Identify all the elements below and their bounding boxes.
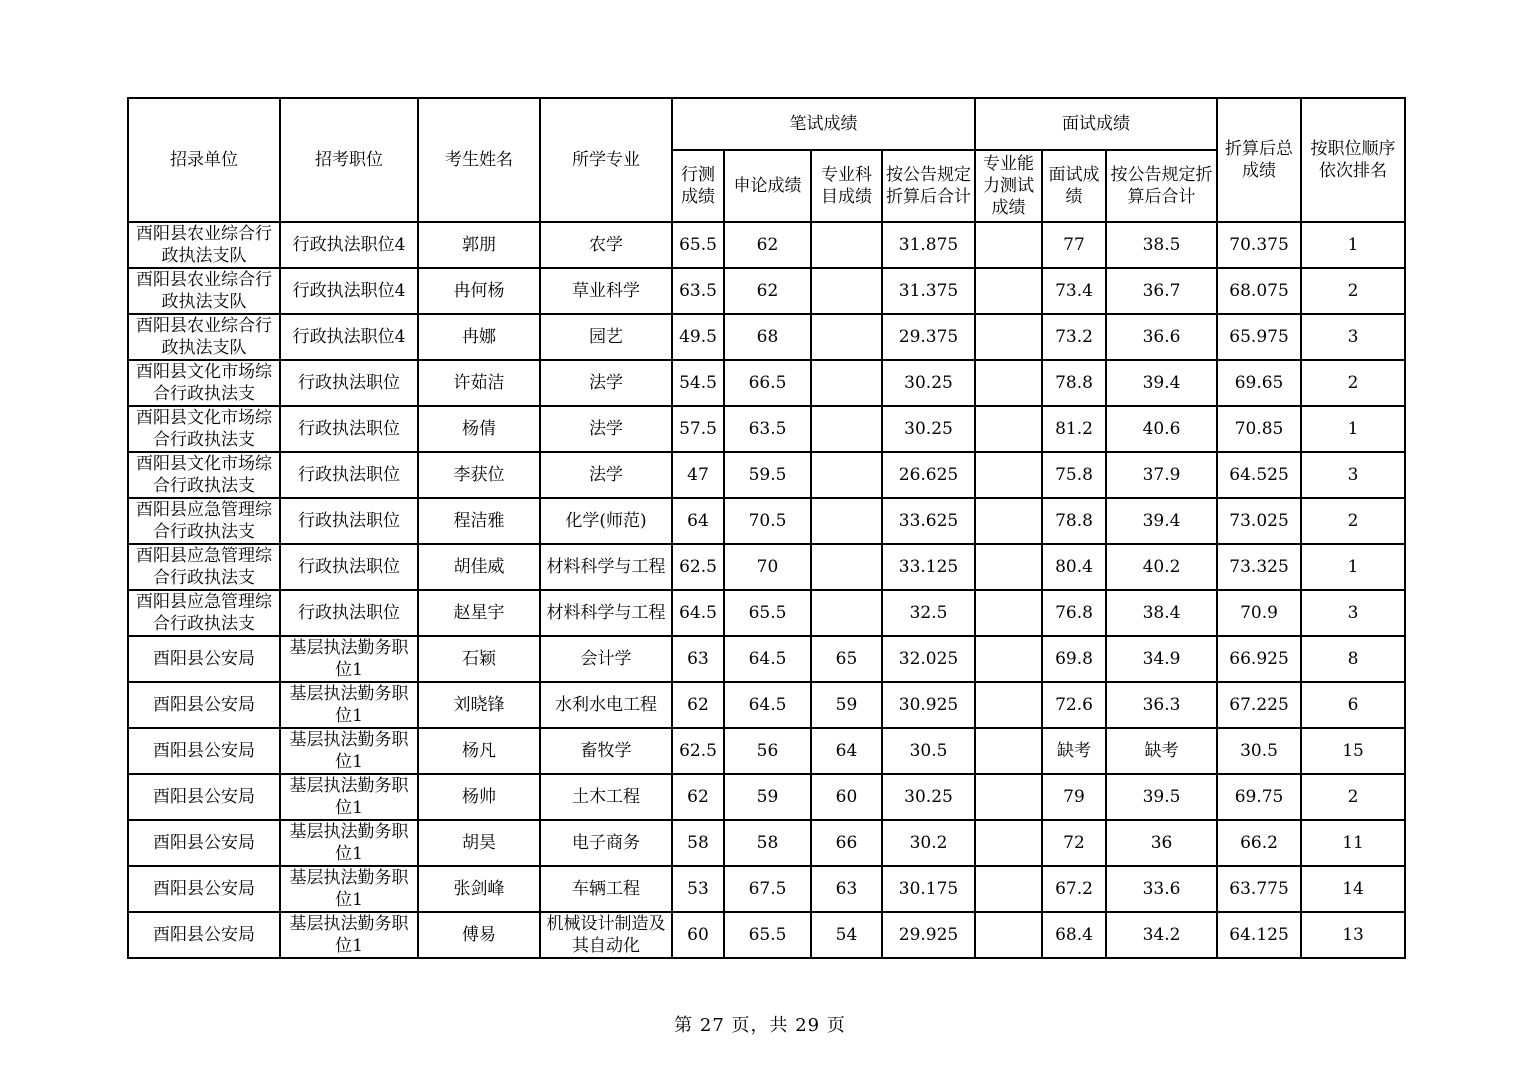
cell-ability: [975, 268, 1042, 314]
cell-position-text: 行政执法职位: [298, 373, 400, 393]
cell-ability: [975, 498, 1042, 544]
cell-position: [280, 222, 418, 268]
cell-xingce: 64.5: [672, 590, 724, 636]
cell-unit: [128, 636, 280, 682]
cell-name: 胡昊: [418, 820, 540, 866]
table-row: [128, 222, 1405, 268]
cell-total: 69.75: [1217, 774, 1301, 820]
cell-ability: [975, 452, 1042, 498]
cell-major-text: 农学: [589, 235, 623, 255]
cell-major: [540, 498, 672, 544]
cell-unit-text: 酉阳县公安局: [153, 695, 255, 715]
table-row: [128, 682, 1405, 728]
cell-xingce: 53: [672, 866, 724, 912]
cell-position-text: 行政执法职位4: [292, 235, 406, 255]
cell-total: 66.2: [1217, 820, 1301, 866]
cell-major: [540, 636, 672, 682]
cell-position: [280, 544, 418, 590]
cell-interview-converted: 38.4: [1106, 590, 1217, 636]
cell-name: 李获位: [418, 452, 540, 498]
cell-interview: 75.8: [1042, 452, 1106, 498]
cell-interview-converted: 39.5: [1106, 774, 1217, 820]
cell-position-text: 行政执法职位4: [292, 327, 406, 347]
cell-total: 69.65: [1217, 360, 1301, 406]
table-row: [128, 406, 1405, 452]
cell-major-text: 草业科学: [572, 281, 640, 301]
cell-position-text: 基层执法勤务职位1: [289, 684, 409, 726]
cell-unit: [128, 222, 280, 268]
cell-shenlun: 56: [724, 728, 811, 774]
cell-name: 冉娜: [418, 314, 540, 360]
cell-major: [540, 222, 672, 268]
cell-rank: 3: [1301, 314, 1405, 360]
cell-name: 赵星宇: [418, 590, 540, 636]
cell-total: 64.525: [1217, 452, 1301, 498]
cell-subject: [811, 268, 882, 314]
cell-shenlun: 59: [724, 774, 811, 820]
cell-name: 杨倩: [418, 406, 540, 452]
cell-written-converted: 33.625: [882, 498, 975, 544]
cell-total: 70.85: [1217, 406, 1301, 452]
cell-position-text: 基层执法勤务职位1: [289, 638, 409, 680]
header-xingce: 行测成绩: [672, 150, 724, 222]
cell-interview-converted: 37.9: [1106, 452, 1217, 498]
cell-subject: 59: [811, 682, 882, 728]
cell-rank: 2: [1301, 268, 1405, 314]
cell-interview: 79: [1042, 774, 1106, 820]
cell-total: 66.925: [1217, 636, 1301, 682]
cell-rank: 2: [1301, 498, 1405, 544]
cell-unit: [128, 590, 280, 636]
page-footer: 第 27 页，共 29 页: [674, 1015, 846, 1036]
cell-ability: [975, 222, 1042, 268]
table-body: [128, 222, 1405, 958]
cell-written-converted: 32.5: [882, 590, 975, 636]
header-position: 招考职位: [280, 98, 418, 222]
cell-major: [540, 268, 672, 314]
cell-xingce: 62: [672, 682, 724, 728]
cell-interview: 缺考: [1042, 728, 1106, 774]
table-row: [128, 498, 1405, 544]
cell-written-converted: 30.5: [882, 728, 975, 774]
cell-ability: [975, 590, 1042, 636]
cell-interview: 78.8: [1042, 360, 1106, 406]
cell-total: 30.5: [1217, 728, 1301, 774]
cell-interview-converted: 34.2: [1106, 912, 1217, 958]
table-row: [128, 636, 1405, 682]
cell-interview: 73.4: [1042, 268, 1106, 314]
cell-shenlun: 64.5: [724, 636, 811, 682]
cell-xingce: 58: [672, 820, 724, 866]
cell-unit-text: 酉阳县文化市场综合行政执法支: [136, 408, 272, 450]
cell-rank: 2: [1301, 774, 1405, 820]
cell-major-text: 土木工程: [572, 787, 640, 807]
header-total: 折算后总成绩: [1217, 98, 1301, 222]
cell-subject: 65: [811, 636, 882, 682]
cell-position-text: 基层执法勤务职位1: [289, 730, 409, 772]
cell-major: [540, 912, 672, 958]
cell-unit-text: 酉阳县应急管理综合行政执法支: [136, 546, 272, 588]
cell-position-text: 基层执法勤务职位1: [289, 822, 409, 864]
cell-shenlun: 68: [724, 314, 811, 360]
cell-shenlun: 67.5: [724, 866, 811, 912]
cell-major: [540, 314, 672, 360]
table-row: [128, 728, 1405, 774]
cell-interview: 69.8: [1042, 636, 1106, 682]
cell-ability: [975, 820, 1042, 866]
cell-interview-converted: 缺考: [1106, 728, 1217, 774]
cell-written-converted: 30.175: [882, 866, 975, 912]
header-written-converted: 按公告规定折算后合计: [882, 150, 975, 222]
cell-xingce: 65.5: [672, 222, 724, 268]
table-row: [128, 452, 1405, 498]
cell-position-text: 行政执法职位: [298, 419, 400, 439]
cell-xingce: 63.5: [672, 268, 724, 314]
cell-major-text: 材料科学与工程: [546, 603, 666, 623]
header-interview-converted: 按公告规定折算后合计: [1106, 150, 1217, 222]
cell-interview-converted: 36.6: [1106, 314, 1217, 360]
cell-position: [280, 498, 418, 544]
cell-interview: 81.2: [1042, 406, 1106, 452]
header-subject: 专业科目成绩: [811, 150, 882, 222]
cell-name: 郭朋: [418, 222, 540, 268]
cell-position: [280, 866, 418, 912]
cell-shenlun: 70: [724, 544, 811, 590]
cell-ability: [975, 360, 1042, 406]
cell-subject: [811, 498, 882, 544]
table-row: [128, 360, 1405, 406]
cell-unit-text: 酉阳县应急管理综合行政执法支: [136, 592, 272, 634]
cell-major-text: 电子商务: [572, 833, 640, 853]
cell-subject: 64: [811, 728, 882, 774]
cell-unit: [128, 774, 280, 820]
cell-interview: 72.6: [1042, 682, 1106, 728]
cell-unit: [128, 682, 280, 728]
cell-total: 70.9: [1217, 590, 1301, 636]
cell-major: [540, 544, 672, 590]
cell-rank: 6: [1301, 682, 1405, 728]
header-interview: 面试成绩: [1042, 150, 1106, 222]
cell-position-text: 基层执法勤务职位1: [289, 868, 409, 910]
cell-subject: [811, 452, 882, 498]
cell-major-text: 畜牧学: [580, 741, 632, 761]
cell-interview: 78.8: [1042, 498, 1106, 544]
cell-shenlun: 62: [724, 222, 811, 268]
cell-rank: 14: [1301, 866, 1405, 912]
cell-position-text: 行政执法职位: [298, 511, 400, 531]
cell-total: 63.775: [1217, 866, 1301, 912]
cell-unit-text: 酉阳县公安局: [153, 787, 255, 807]
score-table: [127, 97, 1406, 959]
cell-unit: [128, 314, 280, 360]
cell-ability: [975, 912, 1042, 958]
cell-written-converted: 29.375: [882, 314, 975, 360]
cell-written-converted: 31.375: [882, 268, 975, 314]
cell-subject: 63: [811, 866, 882, 912]
cell-ability: [975, 774, 1042, 820]
cell-unit: [128, 452, 280, 498]
cell-interview-converted: 36: [1106, 820, 1217, 866]
header-written-group: 笔试成绩: [672, 98, 975, 150]
cell-ability: [975, 728, 1042, 774]
cell-unit: [128, 360, 280, 406]
cell-subject: [811, 314, 882, 360]
table-row: [128, 314, 1405, 360]
cell-major-text: 会计学: [580, 649, 632, 669]
cell-ability: [975, 682, 1042, 728]
cell-position: [280, 912, 418, 958]
cell-major: [540, 406, 672, 452]
cell-interview-converted: 34.9: [1106, 636, 1217, 682]
cell-position-text: 行政执法职位4: [292, 281, 406, 301]
header-rank: 按职位顺序依次排名: [1301, 98, 1405, 222]
cell-rank: 1: [1301, 222, 1405, 268]
cell-written-converted: 29.925: [882, 912, 975, 958]
cell-major-text: 法学: [589, 373, 623, 393]
cell-interview-converted: 40.6: [1106, 406, 1217, 452]
cell-position: [280, 682, 418, 728]
cell-major: [540, 590, 672, 636]
header-major: 所学专业: [540, 98, 672, 222]
cell-subject: 66: [811, 820, 882, 866]
cell-interview: 67.2: [1042, 866, 1106, 912]
cell-unit-text: 酉阳县公安局: [153, 833, 255, 853]
cell-major: [540, 820, 672, 866]
cell-shenlun: 64.5: [724, 682, 811, 728]
cell-subject: 60: [811, 774, 882, 820]
cell-rank: 1: [1301, 544, 1405, 590]
cell-major: [540, 682, 672, 728]
cell-written-converted: 30.25: [882, 360, 975, 406]
cell-interview: 68.4: [1042, 912, 1106, 958]
cell-subject: [811, 360, 882, 406]
cell-written-converted: 30.25: [882, 774, 975, 820]
cell-interview: 80.4: [1042, 544, 1106, 590]
cell-unit: [128, 912, 280, 958]
cell-name: 杨凡: [418, 728, 540, 774]
cell-interview-converted: 33.6: [1106, 866, 1217, 912]
cell-total: 73.025: [1217, 498, 1301, 544]
cell-subject: 54: [811, 912, 882, 958]
cell-interview-converted: 40.2: [1106, 544, 1217, 590]
header-ability: 专业能力测试成绩: [975, 150, 1042, 222]
cell-written-converted: 32.025: [882, 636, 975, 682]
cell-name: 程洁雅: [418, 498, 540, 544]
cell-major-text: 车辆工程: [572, 879, 640, 899]
cell-unit-text: 酉阳县公安局: [153, 741, 255, 761]
cell-unit: [128, 728, 280, 774]
cell-total: 67.225: [1217, 682, 1301, 728]
cell-xingce: 54.5: [672, 360, 724, 406]
cell-shenlun: 65.5: [724, 590, 811, 636]
cell-interview-converted: 39.4: [1106, 360, 1217, 406]
cell-shenlun: 70.5: [724, 498, 811, 544]
cell-position-text: 基层执法勤务职位1: [289, 776, 409, 818]
cell-interview-converted: 39.4: [1106, 498, 1217, 544]
cell-total: 70.375: [1217, 222, 1301, 268]
cell-position: [280, 406, 418, 452]
cell-major: [540, 774, 672, 820]
cell-written-converted: 31.875: [882, 222, 975, 268]
header-unit: 招录单位: [128, 98, 280, 222]
table-row: [128, 590, 1405, 636]
cell-name: 杨帅: [418, 774, 540, 820]
cell-interview: 73.2: [1042, 314, 1106, 360]
cell-subject: [811, 222, 882, 268]
cell-interview-converted: 36.7: [1106, 268, 1217, 314]
cell-shenlun: 65.5: [724, 912, 811, 958]
cell-major: [540, 452, 672, 498]
cell-rank: 3: [1301, 590, 1405, 636]
table-row: [128, 774, 1405, 820]
cell-major-text: 法学: [589, 419, 623, 439]
cell-major-text: 园艺: [589, 327, 623, 347]
cell-xingce: 62.5: [672, 728, 724, 774]
cell-unit-text: 酉阳县文化市场综合行政执法支: [136, 454, 272, 496]
cell-name: 刘晓锋: [418, 682, 540, 728]
cell-xingce: 57.5: [672, 406, 724, 452]
cell-shenlun: 62: [724, 268, 811, 314]
header-name: 考生姓名: [418, 98, 540, 222]
cell-shenlun: 58: [724, 820, 811, 866]
cell-unit: [128, 544, 280, 590]
cell-xingce: 64: [672, 498, 724, 544]
cell-shenlun: 66.5: [724, 360, 811, 406]
cell-position: [280, 590, 418, 636]
table-row: [128, 866, 1405, 912]
cell-unit-text: 酉阳县应急管理综合行政执法支: [136, 500, 272, 542]
cell-position: [280, 728, 418, 774]
cell-written-converted: 33.125: [882, 544, 975, 590]
cell-unit-text: 酉阳县农业综合行政执法支队: [136, 224, 272, 266]
cell-rank: 1: [1301, 406, 1405, 452]
cell-ability: [975, 314, 1042, 360]
cell-rank: 11: [1301, 820, 1405, 866]
cell-name: 傅易: [418, 912, 540, 958]
cell-written-converted: 30.925: [882, 682, 975, 728]
cell-interview: 72: [1042, 820, 1106, 866]
cell-ability: [975, 866, 1042, 912]
cell-xingce: 63: [672, 636, 724, 682]
cell-ability: [975, 544, 1042, 590]
table-row: [128, 544, 1405, 590]
cell-interview-converted: 38.5: [1106, 222, 1217, 268]
cell-written-converted: 26.625: [882, 452, 975, 498]
cell-major-text: 水利水电工程: [555, 695, 657, 715]
cell-name: 许茹洁: [418, 360, 540, 406]
cell-position-text: 行政执法职位: [298, 557, 400, 577]
cell-ability: [975, 406, 1042, 452]
cell-position: [280, 268, 418, 314]
cell-xingce: 47: [672, 452, 724, 498]
cell-subject: [811, 590, 882, 636]
cell-position: [280, 820, 418, 866]
table-row: [128, 820, 1405, 866]
table-row: [128, 268, 1405, 314]
cell-unit: [128, 406, 280, 452]
cell-written-converted: 30.2: [882, 820, 975, 866]
cell-position: [280, 360, 418, 406]
table-row: [128, 912, 1405, 958]
cell-major: [540, 728, 672, 774]
cell-name: 冉何杨: [418, 268, 540, 314]
cell-name: 胡佳威: [418, 544, 540, 590]
cell-ability: [975, 636, 1042, 682]
cell-position-text: 行政执法职位: [298, 465, 400, 485]
cell-unit-text: 酉阳县公安局: [153, 879, 255, 899]
cell-subject: [811, 544, 882, 590]
cell-xingce: 60: [672, 912, 724, 958]
cell-name: 张剑峰: [418, 866, 540, 912]
cell-unit-text: 酉阳县公安局: [153, 649, 255, 669]
cell-unit: [128, 498, 280, 544]
cell-interview: 76.8: [1042, 590, 1106, 636]
cell-position: [280, 636, 418, 682]
cell-total: 68.075: [1217, 268, 1301, 314]
cell-rank: 8: [1301, 636, 1405, 682]
cell-interview: 77: [1042, 222, 1106, 268]
cell-position: [280, 452, 418, 498]
cell-position: [280, 774, 418, 820]
cell-unit: [128, 866, 280, 912]
cell-position-text: 行政执法职位: [298, 603, 400, 623]
header-shenlun: 申论成绩: [724, 150, 811, 222]
cell-total: 65.975: [1217, 314, 1301, 360]
cell-xingce: 62: [672, 774, 724, 820]
cell-xingce: 49.5: [672, 314, 724, 360]
cell-unit-text: 酉阳县公安局: [153, 925, 255, 945]
cell-unit: [128, 268, 280, 314]
cell-major-text: 化学(师范): [565, 511, 647, 531]
cell-unit-text: 酉阳县农业综合行政执法支队: [136, 270, 272, 312]
cell-subject: [811, 406, 882, 452]
header-interview-group: 面试成绩: [975, 98, 1217, 150]
cell-xingce: 62.5: [672, 544, 724, 590]
cell-interview-converted: 36.3: [1106, 682, 1217, 728]
cell-rank: 15: [1301, 728, 1405, 774]
cell-major-text: 法学: [589, 465, 623, 485]
cell-position: [280, 314, 418, 360]
cell-unit-text: 酉阳县文化市场综合行政执法支: [136, 362, 272, 404]
cell-rank: 2: [1301, 360, 1405, 406]
cell-shenlun: 63.5: [724, 406, 811, 452]
cell-major: [540, 360, 672, 406]
cell-major-text: 机械设计制造及其自动化: [546, 914, 666, 956]
cell-unit-text: 酉阳县农业综合行政执法支队: [136, 316, 272, 358]
cell-written-converted: 30.25: [882, 406, 975, 452]
cell-rank: 13: [1301, 912, 1405, 958]
cell-major-text: 材料科学与工程: [546, 557, 666, 577]
cell-name: 石颖: [418, 636, 540, 682]
cell-position-text: 基层执法勤务职位1: [289, 914, 409, 956]
cell-total: 64.125: [1217, 912, 1301, 958]
cell-rank: 3: [1301, 452, 1405, 498]
cell-shenlun: 59.5: [724, 452, 811, 498]
cell-total: 73.325: [1217, 544, 1301, 590]
cell-unit: [128, 820, 280, 866]
cell-major: [540, 866, 672, 912]
